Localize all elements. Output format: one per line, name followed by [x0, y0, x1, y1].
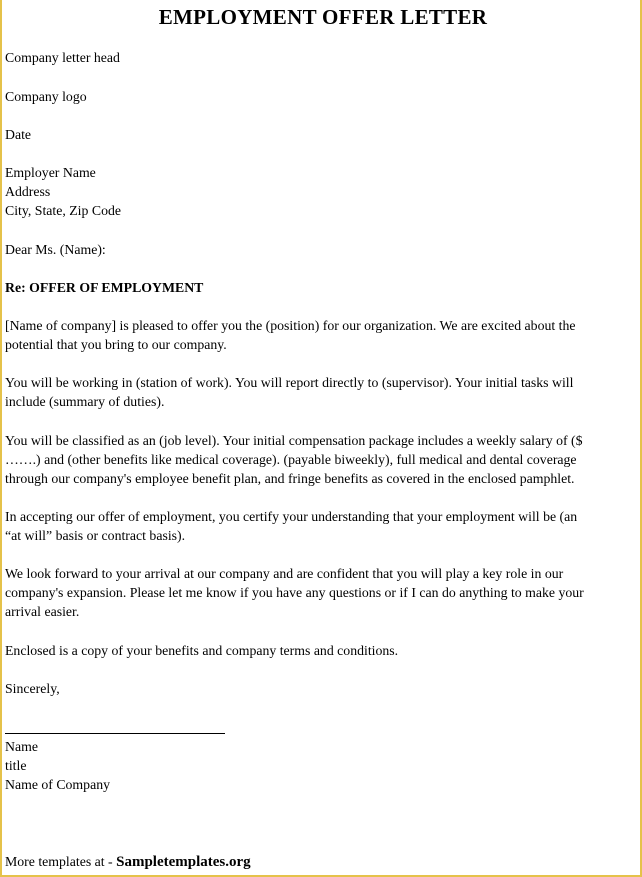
address-line: Address: [5, 184, 51, 200]
paragraph-line: In accepting our offer of employment, you certify your understanding that your employment will be (an: [5, 509, 578, 524]
signatory-company: Name of Company: [5, 777, 110, 793]
document-title: EMPLOYMENT OFFER LETTER: [158, 5, 488, 29]
salutation-block: [5, 240, 635, 259]
letterhead-placeholder: Company letter head: [5, 50, 120, 65]
paragraph-line: arrival easier.: [5, 604, 80, 620]
city-state-zip: City, State, Zip Code: [5, 203, 121, 219]
employer-name: Employer Name: [5, 165, 96, 180]
paragraph-3: [5, 431, 635, 489]
logo-placeholder: Company logo: [5, 89, 87, 104]
signatory-name: Name: [5, 739, 38, 754]
footer-prefix: More templates at -: [5, 854, 117, 869]
signature-block: [5, 737, 635, 795]
closing-block: [5, 679, 635, 698]
footer-credit: [5, 852, 251, 872]
paragraph-line: “at will” basis or contract basis).: [5, 528, 186, 544]
paragraph-line: Enclosed is a copy of your benefits and company terms and conditions.: [5, 643, 399, 658]
paragraph-line: You will be working in (station of work). You will report directly to (supervisor). Your initial tasks will: [5, 375, 574, 390]
paragraph-1: [5, 316, 635, 354]
paragraph-4: [5, 507, 635, 545]
subject-line: Re: OFFER OF EMPLOYMENT: [5, 280, 204, 295]
paragraph-line: include (summary of duties).: [5, 394, 165, 410]
closing: Sincerely,: [5, 681, 60, 696]
letter-header-block: [5, 48, 635, 67]
date-placeholder: Date: [5, 127, 32, 142]
paragraph-line: company's expansion. Please let me know if you have any questions or if I can do anything to make your: [5, 585, 584, 601]
paragraph-6: [5, 641, 635, 660]
paragraph-5: [5, 564, 635, 622]
date-block: [5, 125, 635, 144]
signature-line: [5, 733, 225, 734]
paragraph-line: You will be classified as an (job level). Your initial compensation package includes a weekly salary of ($: [5, 433, 583, 448]
paragraph-line: …….) and (other benefits like medical coverage). (payable biweekly), full medical and dental coverage: [5, 452, 577, 468]
logo-block: [5, 87, 635, 106]
paragraph-line: through our company's employee benefit plan, and fringe benefits as covered in the enclosed pamphlet.: [5, 471, 575, 487]
paragraph-2: [5, 373, 635, 411]
paragraph-line: [Name of company] is pleased to offer you the (position) for our organization. We are excited about the: [5, 318, 576, 333]
subject-block: [5, 278, 635, 297]
recipient-address-block: [5, 163, 635, 221]
footer-site-link[interactable]: Sampletemplates.org: [116, 854, 251, 870]
signatory-title: title: [5, 758, 27, 774]
paragraph-line: We look forward to your arrival at our company and are confident that you will play a key role in our: [5, 566, 564, 581]
paragraph-line: potential that you bring to our company.: [5, 337, 227, 353]
salutation: Dear Ms. (Name):: [5, 242, 106, 257]
